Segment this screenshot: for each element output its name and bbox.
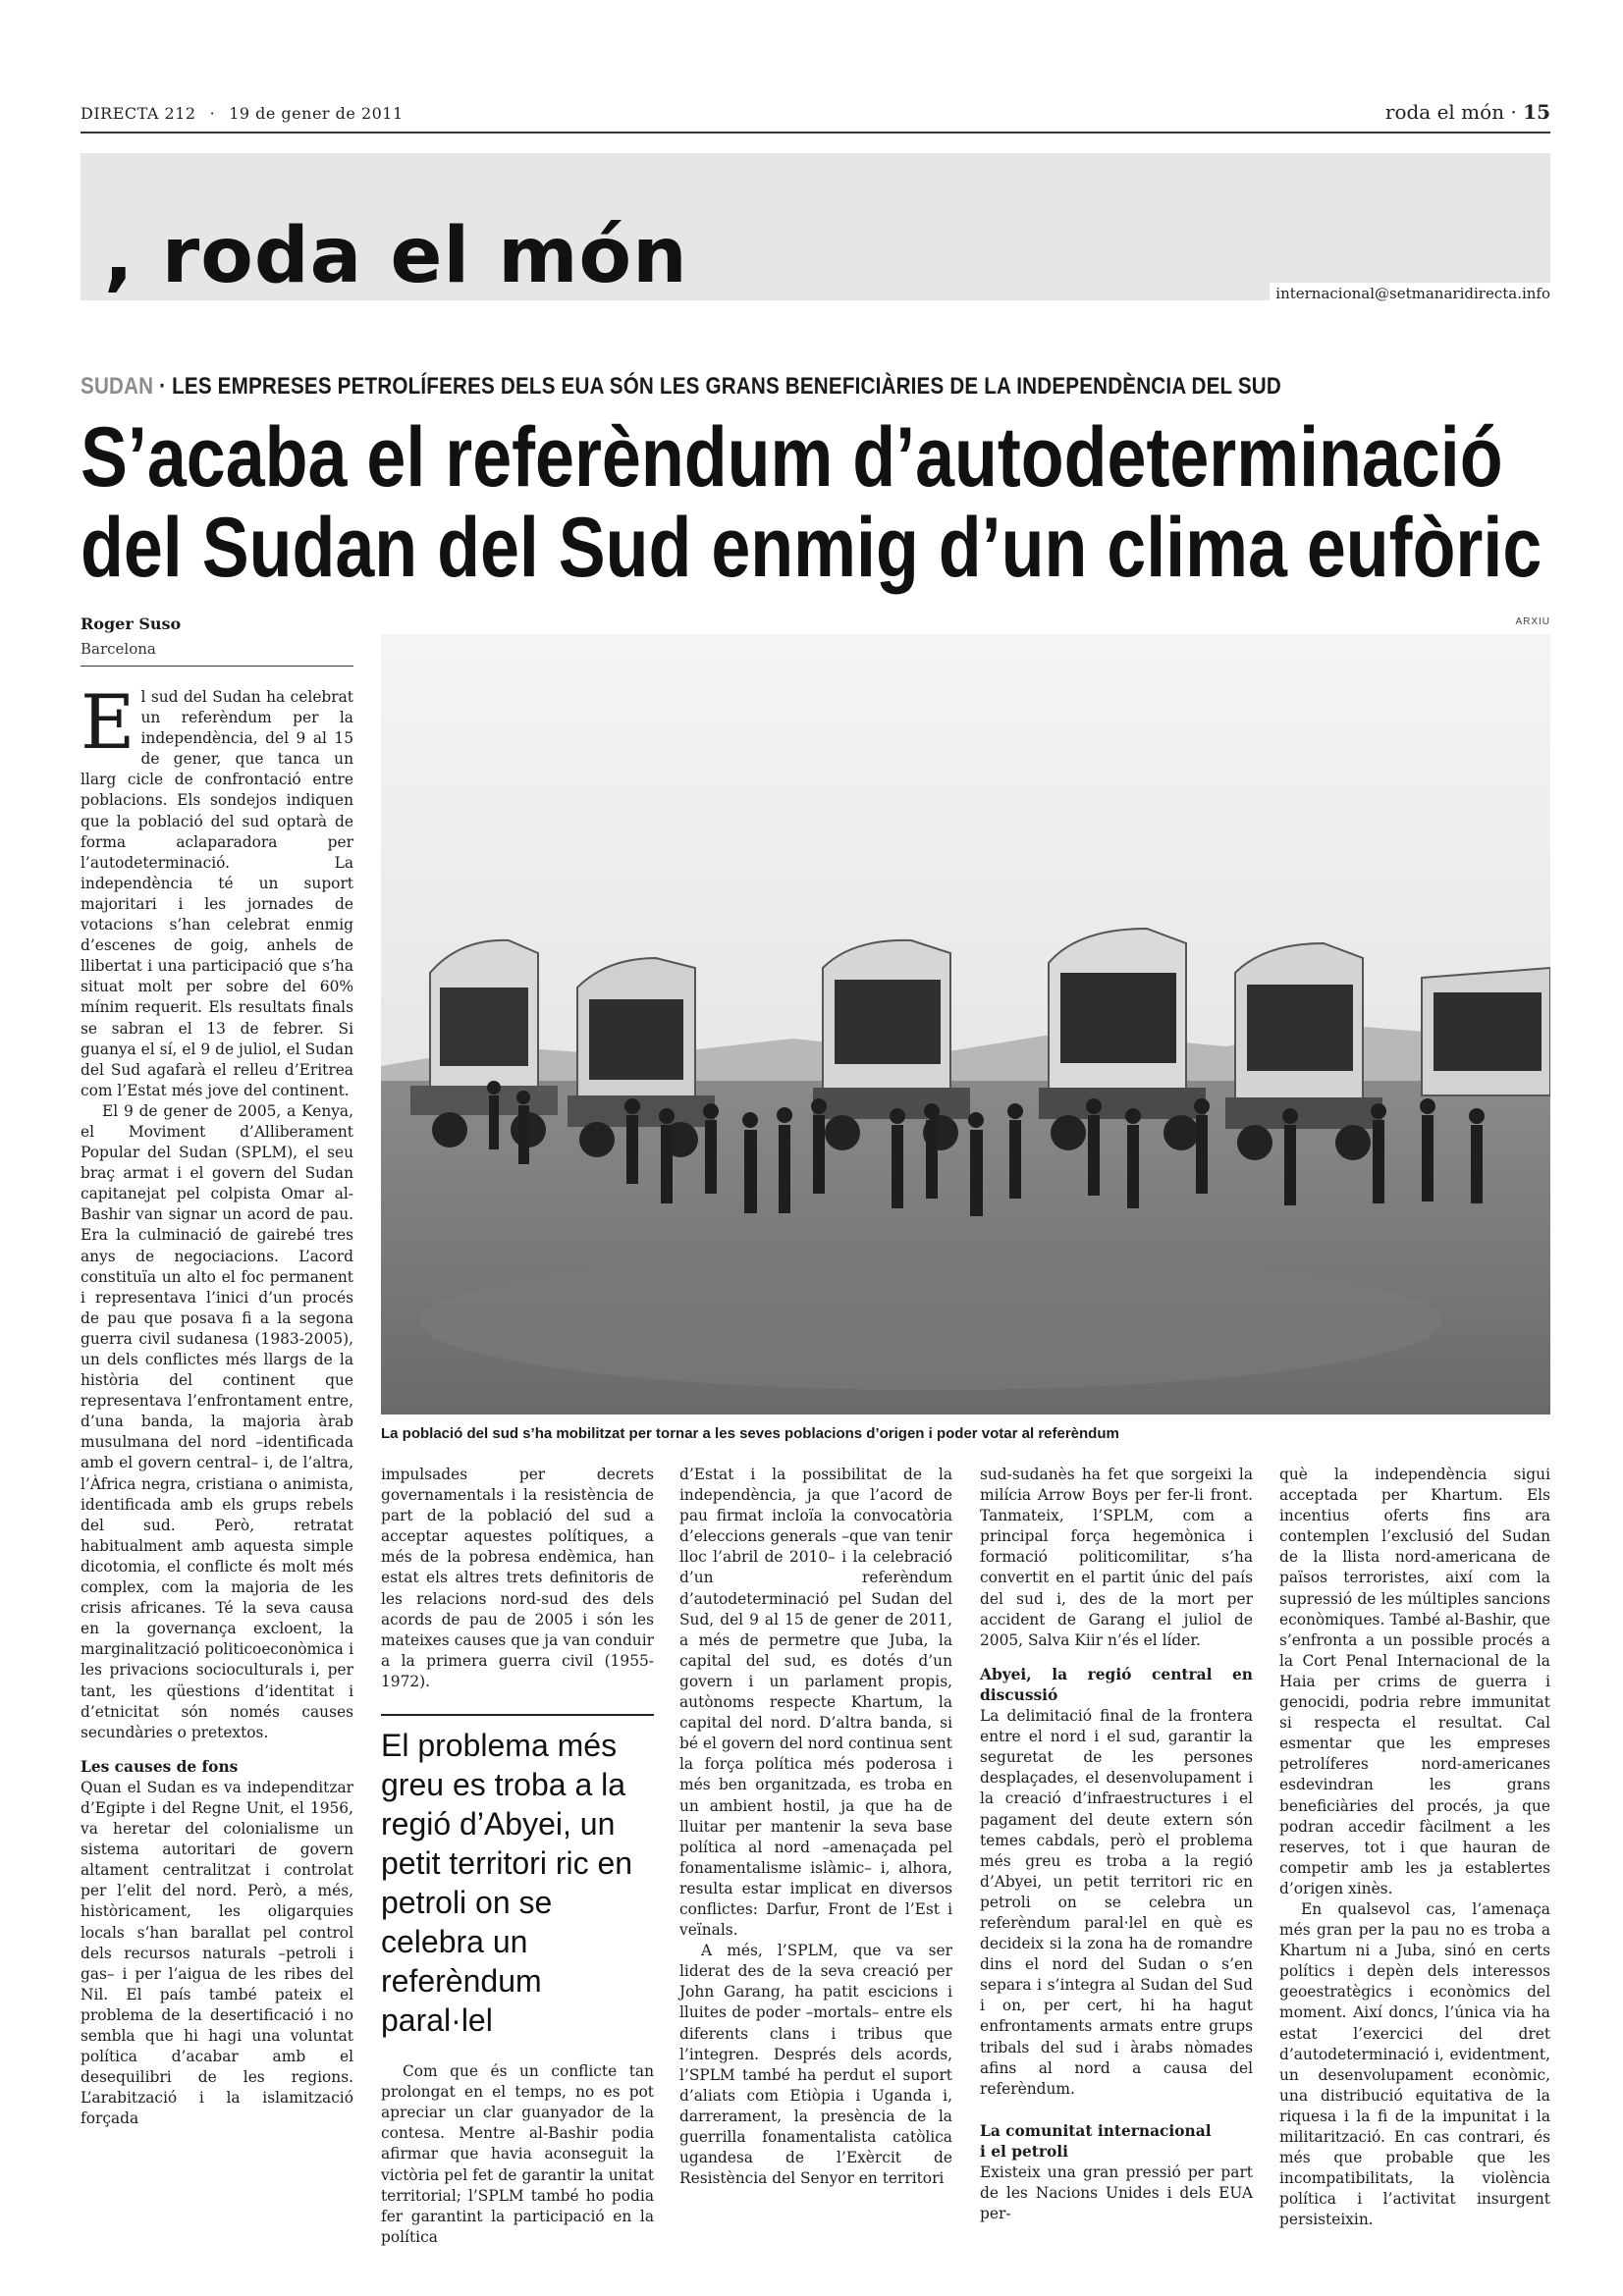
subhead-causes: Les causes de fons: [81, 1757, 239, 1776]
photo-credit: ARXIU: [1515, 616, 1550, 627]
article-column-5: [1279, 1465, 1550, 2230]
folio-separator: ·: [209, 104, 216, 123]
folio-section-name: roda el món: [1384, 100, 1505, 124]
truck-6: [1422, 968, 1550, 1095]
section-email: internacional@setmanaridirecta.info: [1270, 283, 1550, 304]
col2-paragraph-1: impulsades per decrets governamentals i la resistència de part de la població del sud a acceptar aquestes polítiques, a més de la pobresa endèmica, han estat els altres trets definitoris de les relacions nord-sud des dels acords de pau de 2005 i són les mateixes causes que ja van conduir a la primera guerra civil (1955-1972).: [381, 1466, 654, 1690]
col5-paragraph-1: què la independència sigui acceptada per Khartum. Els incentius oferts fins ara contemplen l’exclusió del Sudan de la llista nord-americana de països terroristes, així com la supressió de les múltiples sancions econòmiques. També al-Bashir, que s’enfronta a un possible procés a la Cort Penal Internacional de la Haia per crims de guerra i genocidi, podria rebre immunitat si respecta el resultat. Cal esmentar que les empreses petrolíferes nord-americanes esdevindran les grans beneficiàries del procés, ja que podran accedir fàcilment a les reserves, tot i que hauran de competir amb les ja establertes d’origen xinès.: [1279, 1466, 1550, 1897]
photo-illustration: [381, 634, 1550, 1415]
col5-paragraph-2: En qualsevol cas, l’amenaça més gran per la pau no es troba a Khartum ni a Juba, sinó en certs polítics i depèn dels interessos geoestratègics i econòmics del moment. Així doncs, l’única via ha estat l’exercici del dret d’autodeterminació i, evidentment, un desenvolupament econòmic, una distribució equitativa de la riquesa i la fi de la impunitat i la militarització. En cas contrari, és més que probable que les incompatibilitats, la violència política i l’activitat insurgent persisteixin.: [1279, 1899, 1550, 2229]
folio-page-number: 15: [1523, 100, 1550, 124]
subhead-international-line-1: La comunitat internacional: [980, 2121, 1212, 2140]
col3-paragraph-1: d’Estat i la possibilitat de la independència, ja que l’acord de pau firmat incloïa la convocatòria d’eleccions generals –que van tenir lloc l’abril de 2010– i la celebració d’un referèndum d’autodeterminació pel Sudan del Sud, del 9 al 15 de gener de 2011, a més de permetre que Juba, la capital del sud, es dotés d’un govern i un parlament propis, autònoms respecte Khartum, la capital del nord. D’altra banda, si bé el govern del nord continua sent la força política més poderosa i més ben organitzada, es troba en un ambient hostil, ja que ha de lluitar per mantenir la seva base política al nord –amenaçada pel fonamentalisme islàmic– i, alhora, resulta estar implicat en diversos conflictes: Darfur, Front de l’Est i veïnals.: [679, 1466, 952, 1940]
article-column-2: [381, 1465, 654, 2248]
folio-date: 19 de gener de 2011: [229, 104, 404, 123]
folio-publication: [81, 104, 404, 123]
pull-quote: El problema més greu es troba a la regió d’Abyei, un petit territori ric en petroli on se celebra un referèndum paral·lel: [381, 1714, 654, 2040]
subhead-international-line-2: i el petroli: [980, 2142, 1068, 2161]
article-column-3: [679, 1465, 952, 2189]
truck-4: [1039, 929, 1206, 1150]
col1-paragraph-2: El 9 de gener de 2005, a Kenya, el Moviment d’Alliberament Popular del Sudan (SPLM), el seu braç armat i el govern del Sudan capitanejat pel colpista Omar al-Bashir van signar un acord de pau. Era la culminació de gairebé tres anys de negociacions. L’acord constituïa un alto el foc permanent i representava l’inici d’un procés de pau que posava fi a la segona guerra civil sudanesa (1983-2005), un dels conflictes més llargs de la història del continent que representava l’enfrontament entre, d’una banda, la majoria àrab musulmana del nord –identificada amb el govern central– i, de l’altra, l’Àfrica negra, cristiana o animista, identificada amb els grups rebels del sud. Però, retratat habitualment amb aquesta simple dicotomia, el conflicte és molt més complex, com la majoria de les crisis africanes. Té la seva causa en la governança excloent, la marginalització politicoeconòmica i les privacions socioculturals i, per tant, les qüestions d’identitat i d’etnicitat són només causes secundàries o pretextos.: [81, 1101, 353, 1741]
article-kicker: [81, 373, 1281, 400]
subhead-abyei: Abyei, la regió central en discussió: [980, 1665, 1253, 1704]
folio-section: roda el món · 15: [1384, 100, 1550, 124]
col2-paragraph-2: Com que és un conflicte tan prolongat en el temps, no es pot apreciar un clar guanyador de la contesa. Mentre al-Bashir podia afirmar que havia aconseguit la victòria pel fet de garantir la unitat territorial; l’SPLM també ho podia fer garantint la participació en la política: [381, 2062, 654, 2246]
kicker-country: SUDAN: [81, 373, 154, 400]
section-title: , roda el món: [104, 212, 688, 300]
col4-paragraph-2: La delimitació final de la frontera entre el nord i el sud, garantir la seguretat de les persones desplaçades, el desenvolupament i la creació d’infraestructures i el pagament del deute extern són temes cabdals, però el problema més greu es troba a la regió d’Abyei, un petit territori ric en petroli on se celebra un referèndum paral·lel en què es decideix si la zona ha de romandre dins el nord del Sudan o s’en separa i s’integra al Sudan del Sud i on, per cert, hi ha hagut enfrontaments armats entre grups tribals del sud i àrabs nòmades afins al nord a causa del referèndum.: [980, 1707, 1253, 2098]
col1-paragraph-3: Quan el Sudan es va independitzar d’Egipte i del Regne Unit, el 1956, va heretar del colonialisme un sistema autoritari de govern altament centralitzat i controlat per l’elit del nord. Però, a més, històricament, les oligarquies locals s’han barallat pel control dels recursos naturals –petroli i gas– i per l’aigua de les ribes del Nil. El país també pateix el problema de la desertificació i no sembla que hi hagi una voluntat política d’acabar amb el desequilibri de les regions. L’arabització i la islamització forçada: [81, 1778, 353, 2128]
byline-divider: [81, 666, 353, 667]
byline-author: Roger Suso: [81, 614, 182, 633]
article-column-1: [81, 678, 353, 2129]
article-headline: [81, 410, 1542, 595]
truck-5: [1225, 943, 1382, 1160]
col3-paragraph-2: A més, l’SPLM, que va ser liderat des de la seva creació per John Garang, ha patit escicions i lluites de poder –mortals– entre els diferents clans i tribus que l’integren. Després dels acords, l’SPLM també ha perdut el suport d’aliats com Etiòpia i Uganda i, darrerament, la presència de la guerrilla fonamentalista catòlica ugandesa de l’Exèrcit de Resistència del Senyor en territori: [679, 1942, 952, 2188]
photo-caption: La població del sud s’ha mobilitzat per tornar a les seves poblacions d’origen i poder votar al referèndum: [381, 1425, 1119, 1442]
headline-line-1: S’acaba el referèndum d’autodeterminació: [81, 410, 1503, 505]
byline-location: Barcelona: [81, 640, 156, 658]
article-column-4: [980, 1465, 1253, 2224]
drop-cap: E: [81, 678, 135, 766]
col1-paragraph-1: l sud del Sudan ha celebrat un referèndum per la independència, del 9 al 15 de gener, que tanca un llarg cicle de confrontació entre poblacions. Els sondejos indiquen que la població del sud optarà de forma aclaparadora per l’autodeterminació. La independència té un suport majoritari i les jornades de votacions s’han celebrat enmig d’escenes de goig, anhels de llibertat i una participació que s’ha situat molt per sobre del 60% mínim requerit. Els resultats finals se sabran el 13 de febrer. Si guanya el sí, el 9 de juliol, el Sudan del Sud agafarà el relleu d’Eritrea com l’Estat més jove del continent.: [81, 688, 353, 1099]
col4-paragraph-1: sud-sudanès ha fet que sorgeixi la milícia Arrow Boys per fer-li front. Tanmateix, l’SPLM, com a principal força hegemònica i formació politicomilitar, s’ha convertit en el partit únic del país del sud i, des de la mort per accident de Garang el juliol de 2005, Salva Kiir n’és el líder.: [980, 1466, 1253, 1649]
col4-paragraph-3: Existeix una gran pressió per part de les Nacions Unides i dels EUA per-: [980, 2163, 1253, 2223]
folio-divider: [81, 132, 1550, 133]
kicker-text: · LES EMPRESES PETROLÍFERES DELS EUA SÓN LES GRANS BENEFICIÀRIES DE LA INDEPENDÈNCIA DEL SUD: [159, 373, 1281, 400]
article-photo: [381, 634, 1550, 1415]
headline-line-2: del Sudan del Sud enmig d’un clima eufòric: [81, 501, 1542, 595]
folio-publication-name: DIRECTA 212: [81, 104, 196, 123]
